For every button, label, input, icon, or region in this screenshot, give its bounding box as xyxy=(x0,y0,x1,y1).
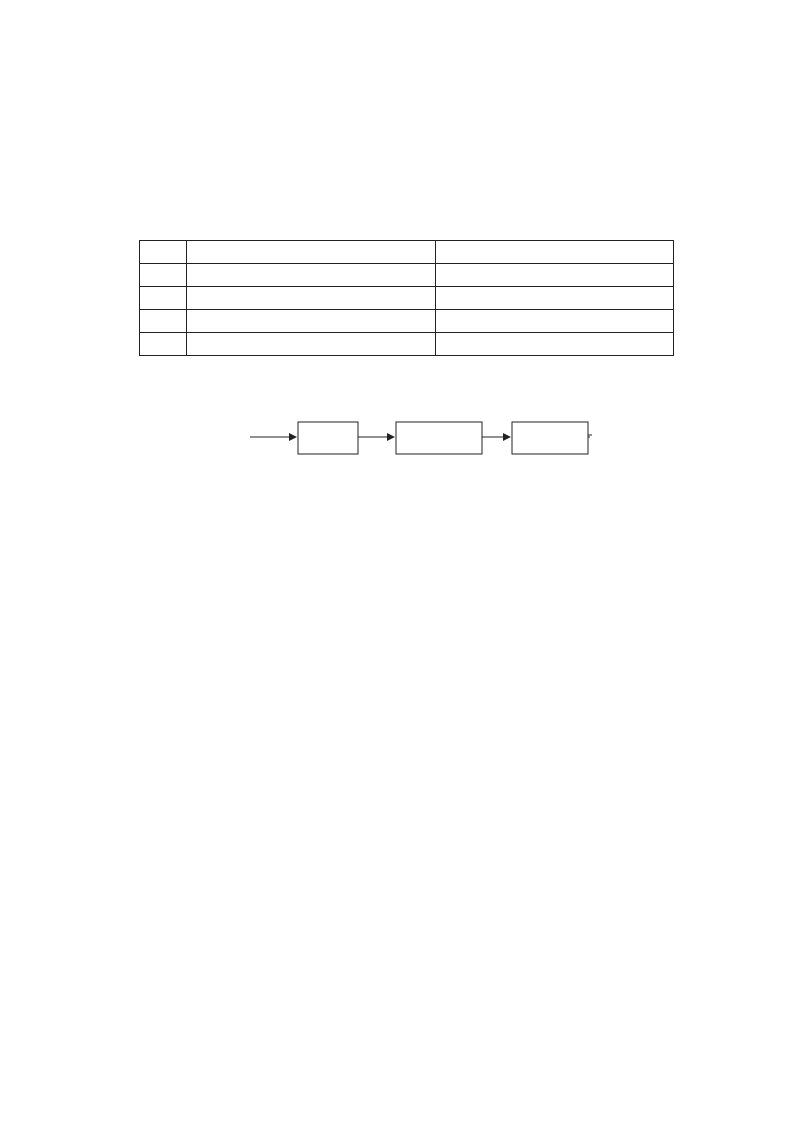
table-cell xyxy=(140,287,187,310)
table-cell xyxy=(140,310,187,333)
table-cell xyxy=(187,333,436,356)
table-cell xyxy=(140,333,187,356)
table-row xyxy=(140,264,674,287)
table-cell xyxy=(187,310,436,333)
table-cell xyxy=(187,287,436,310)
header-cell xyxy=(436,241,674,264)
table-cell xyxy=(436,333,674,356)
process-box-1 xyxy=(298,422,358,454)
table-row xyxy=(140,287,674,310)
process-box-3 xyxy=(512,422,588,454)
table-header-row xyxy=(140,241,674,264)
table-cell xyxy=(436,287,674,310)
header-cell xyxy=(187,241,436,264)
header-cell xyxy=(140,241,187,264)
table-cell xyxy=(140,264,187,287)
table-cell xyxy=(436,264,674,287)
table-cell xyxy=(436,310,674,333)
q23-flow-diagram xyxy=(150,402,690,498)
table-row xyxy=(140,333,674,356)
process-box-2 xyxy=(396,422,482,454)
q22-table xyxy=(139,240,674,356)
table-row xyxy=(140,310,674,333)
table-cell xyxy=(187,264,436,287)
